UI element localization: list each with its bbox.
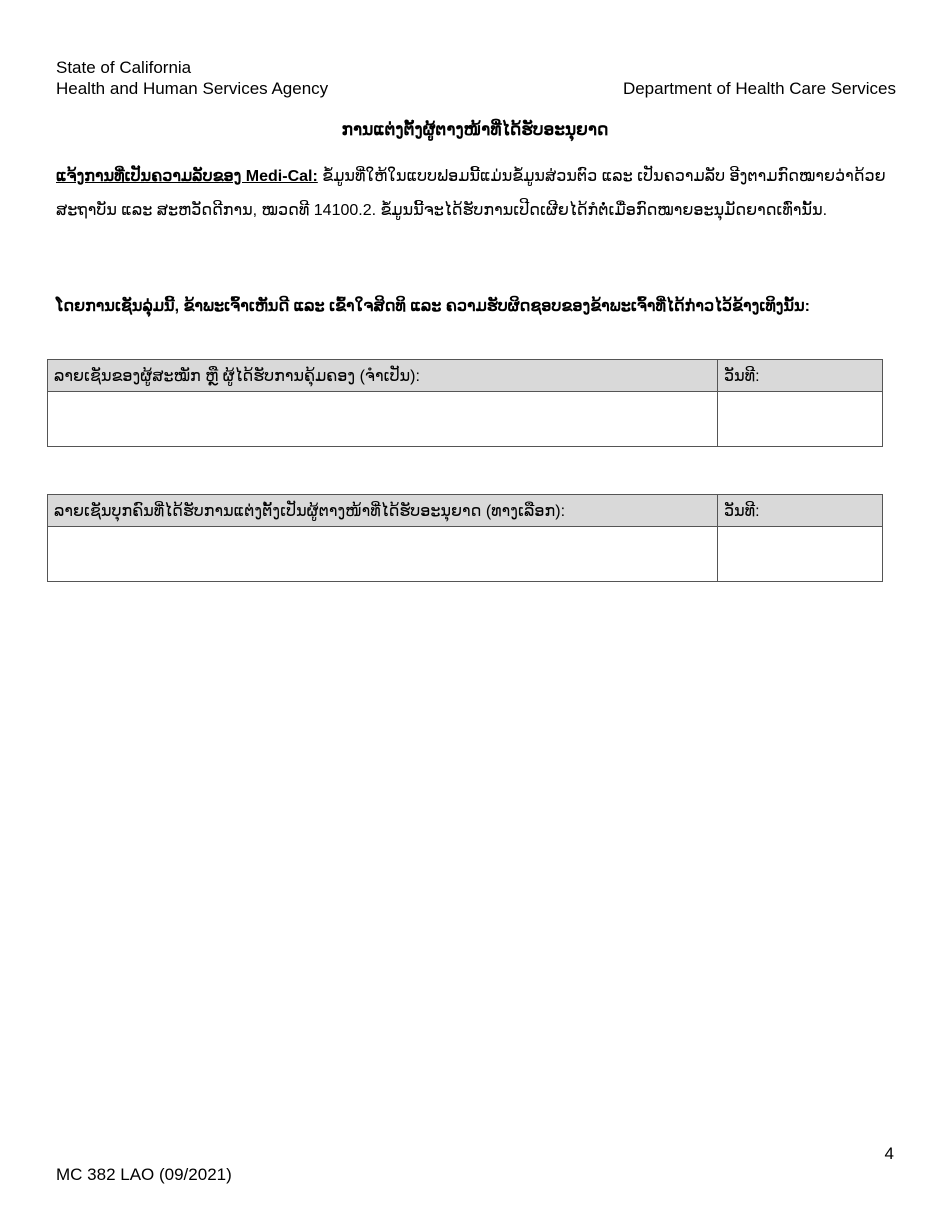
confidentiality-notice [56,160,896,228]
applicant-signature-field[interactable] [48,392,718,447]
signature-label: ລາຍເຊັນບຸກຄົນທີ່ໄດ້ຮັບການແຕ່ງຕັ້ງເປັນຜູ້ຕາງໜ້າທີ່ໄດ້ຮັບອະນຸຍາດ (ທາງເລືອກ): [48,495,718,527]
applicant-date-field[interactable] [718,392,883,447]
agency-name: Health and Human Services Agency [56,79,329,98]
representative-signature-table [47,494,883,582]
signature-label: ລາຍເຊັນຂອງຜູ້ສະໝັກ ຫຼື ຜູ້ໄດ້ຮັບການຄຸ້ມຄອງ (ຈຳເປັນ): [48,360,718,392]
header-left [56,57,328,99]
notice-text: ຂໍ້ມູນທີ່ໃຫ້ໃນແບບຟອມນີ້ແມ່ນຂໍ້ມູນສ່ວນຕົວ ແລະ ເປັນຄວາມລັບ ອີງຕາມກົດໝາຍວ່າດ້ວຍສະຖາບັນ ແລະ ສະຫວັດດີການ, ໝວດທີ 14100.2. ຂໍ້ມູນນີ້ຈະໄດ້ຮັບການເປີດເຜີຍໄດ້ກໍຕໍ່ເມື່ອກົດໝາຍອະນຸມັດຍາດເທົ່ານັ້ນ. [56,168,886,219]
notice-label: ແຈ້ງການທີ່ເປັນຄວາມລັບຂອງ Medi-Cal: [56,168,318,185]
page-number: 4 [884,1144,894,1163]
date-label: ວັນທີ: [718,495,883,527]
page-title: ການແຕ່ງຕັ້ງຜູ້ຕາງໜ້າທີ່ໄດ້ຮັບອະນຸຍາດ [341,120,609,139]
representative-date-field[interactable] [718,527,883,582]
date-label: ວັນທີ: [718,360,883,392]
department-name: Department of Health Care Services [622,79,896,98]
representative-signature-field[interactable] [48,527,718,582]
state-name: State of California [56,58,192,77]
form-id: MC 382 LAO (09/2021) [56,1165,232,1184]
applicant-signature-table [47,359,883,447]
agreement-statement: ໂດຍການເຊັນລຸ່ມນີ້, ຂ້າພະເຈົ້າເຫັນດີ ແລະ ເຂົ້າໃຈສິດທິ ແລະ ຄວາມຮັບຜິດຊອບຂອງຂ້າພະເຈົ້າທີ່ໄດ້ກ່າວໄວ້ຂ້າງເທິງນັ້ນ: [56,298,810,315]
